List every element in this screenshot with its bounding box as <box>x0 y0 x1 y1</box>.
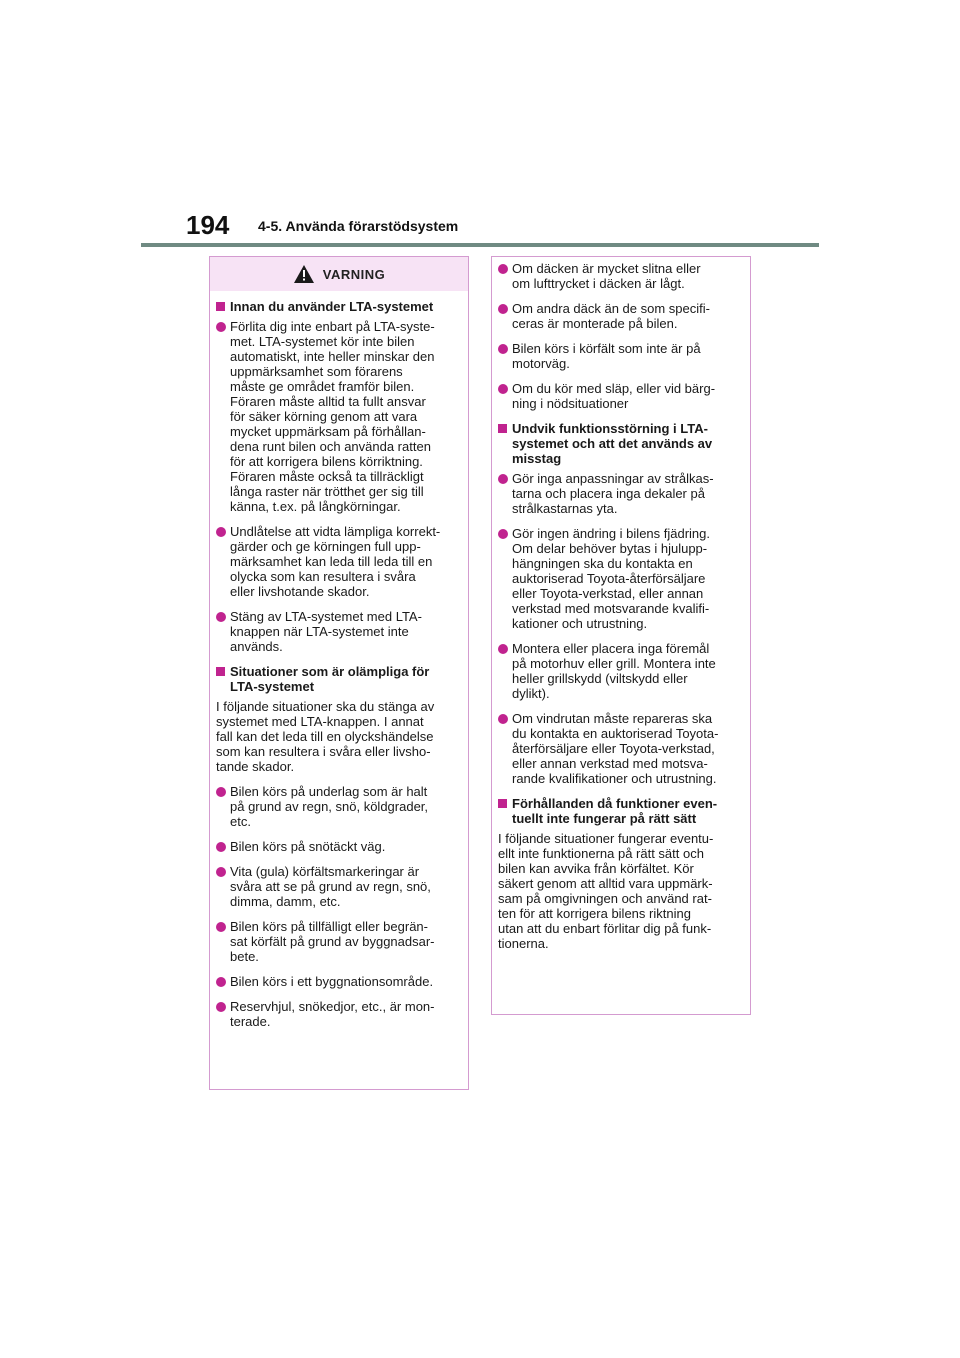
warning-title: VARNING <box>322 266 386 282</box>
list-item <box>216 974 460 989</box>
heading-text: Situationer som är olämpliga för LTA-systemet <box>230 664 430 694</box>
list-item-text: Gör ingen ändring i bilens fjädring. Om delar behöver bytas i hjulupp- hängningen ska du kontakta en auktoriserad Toyota-återförsäljare eller Toyota-verkstad, eller annan verkstad med motsvarande kvalifi- kationer och utrustning. <box>512 526 711 631</box>
list-item-text: Bilen körs på tillfälligt eller begrän- sat körfält på grund av byggnadsar- bete. <box>230 919 435 964</box>
list-item <box>216 524 460 599</box>
square-bullet-icon <box>216 667 225 676</box>
section-heading <box>498 796 742 826</box>
round-bullet-icon <box>498 714 508 724</box>
round-bullet-icon <box>498 384 508 394</box>
list-item <box>498 471 742 516</box>
list-item <box>498 381 742 411</box>
round-bullet-icon <box>498 344 508 354</box>
warning-box-right <box>491 256 751 1015</box>
section-heading <box>216 299 460 314</box>
round-bullet-icon <box>216 977 226 987</box>
round-bullet-icon <box>498 644 508 654</box>
list-item <box>216 919 460 964</box>
list-item <box>498 301 742 331</box>
round-bullet-icon <box>216 867 226 877</box>
heading-text: Förhållanden då funktioner even- tuellt inte fungerar på rätt sätt <box>512 796 718 826</box>
heading-text: Innan du använder LTA-systemet <box>230 299 434 314</box>
round-bullet-icon <box>216 842 226 852</box>
round-bullet-icon <box>216 322 226 332</box>
list-item-text: Reservhjul, snökedjor, etc., är mon- terade. <box>230 999 435 1029</box>
section-heading <box>498 421 742 466</box>
list-item <box>216 609 460 654</box>
list-item-text: Gör inga anpassningar av strålkas- tarna och placera inga dekaler på strålkastarnas yta. <box>512 471 714 516</box>
round-bullet-icon <box>216 1002 226 1012</box>
list-item-text: Om du kör med släp, eller vid bärg- ning i nödsituationer <box>512 381 716 411</box>
square-bullet-icon <box>498 799 507 808</box>
list-item-text: Bilen körs i ett byggnationsområde. <box>230 974 434 989</box>
round-bullet-icon <box>498 264 508 274</box>
list-item-text: Montera eller placera inga föremål på motorhuv eller grill. Montera inte heller grillskydd (viltskydd eller dylikt). <box>512 641 716 701</box>
body-paragraph: I följande situationer fungerar eventu- ellt inte funktionerna på rätt sätt och bilen kan avvika från körfältet. Kör säkert genom att alltid vara uppmärk- sam på omgivningen och använd rat- ten för att korrigera bilens riktning utan att du enbart förlitar dig på funk- tionerna. <box>498 831 714 951</box>
list-item-text: Bilen körs på snötäckt väg. <box>230 839 386 854</box>
square-bullet-icon <box>498 424 507 433</box>
round-bullet-icon <box>498 304 508 314</box>
list-item-text: Vita (gula) körfältsmarkeringar är svåra att se på grund av regn, snö, dimma, damm, etc. <box>230 864 431 909</box>
list-item <box>498 641 742 701</box>
list-item <box>498 261 742 291</box>
round-bullet-icon <box>498 474 508 484</box>
list-item-text: Förlita dig inte enbart på LTA-syste- met. LTA-systemet kör inte bilen automatiskt, inte heller minskar den uppmärksamhet som förarens måste ge området framför bilen. Föraren måste alltid ta fullt ansvar för säker körning genom att vara mycket uppmärksam på förhållan- dena runt bilen och använda ratten för att korrigera bilens körriktning. Föraren måste också ta tillräckligt långa raster när trötthet ger sig till känna, t.ex. på långkörningar. <box>230 319 435 514</box>
list-item-text: Stäng av LTA-systemet med LTA- knappen när LTA-systemet inte används. <box>230 609 422 654</box>
list-item-text: Undlåtelse att vidta lämpliga korrekt- gärder och ge körningen full upp- märksamhet kan leda till leda till en olycka som kan resultera i svåra eller livshotande skador. <box>230 524 441 599</box>
list-item <box>216 999 460 1029</box>
list-item <box>498 526 742 631</box>
list-item <box>216 784 460 829</box>
list-item <box>498 341 742 371</box>
list-item <box>216 319 460 514</box>
round-bullet-icon <box>216 527 226 537</box>
section-heading <box>216 664 460 694</box>
list-item <box>216 864 460 909</box>
header-rule <box>141 243 819 247</box>
list-item <box>498 711 742 786</box>
section-title: 4-5. Använda förarstödsystem <box>258 218 459 234</box>
round-bullet-icon <box>216 922 226 932</box>
warning-triangle-icon <box>293 264 315 284</box>
round-bullet-icon <box>216 787 226 797</box>
list-item-text: Om andra däck än de som specifi- ceras är monterade på bilen. <box>512 301 710 331</box>
square-bullet-icon <box>216 302 225 311</box>
heading-text: Undvik funktionsstörning i LTA- systemet och att det används av misstag <box>512 421 713 466</box>
warning-header <box>210 257 468 291</box>
round-bullet-icon <box>498 529 508 539</box>
list-item-text: Bilen körs i körfält som inte är på motorväg. <box>512 341 701 371</box>
warning-box-left <box>209 256 469 1090</box>
round-bullet-icon <box>216 612 226 622</box>
list-item-text: Bilen körs på underlag som är halt på grund av regn, snö, köldgrader, etc. <box>230 784 429 829</box>
body-paragraph: I följande situationer ska du stänga av systemet med LTA-knappen. I annat fall kan det leda till en olyckshändelse som kan resultera i svåra eller livsho- tande skador. <box>216 699 435 774</box>
list-item-text: Om vindrutan måste repareras ska du kontakta en auktoriserad Toyota- återförsäljare eller Toyota-verkstad, eller annan verkstad med motsva- rande kvalifikationer och utrustning. <box>512 711 719 786</box>
page-number: 194 <box>186 210 230 240</box>
list-item <box>216 839 460 854</box>
list-item-text: Om däcken är mycket slitna eller om lufttrycket i däcken är lågt. <box>512 261 701 291</box>
